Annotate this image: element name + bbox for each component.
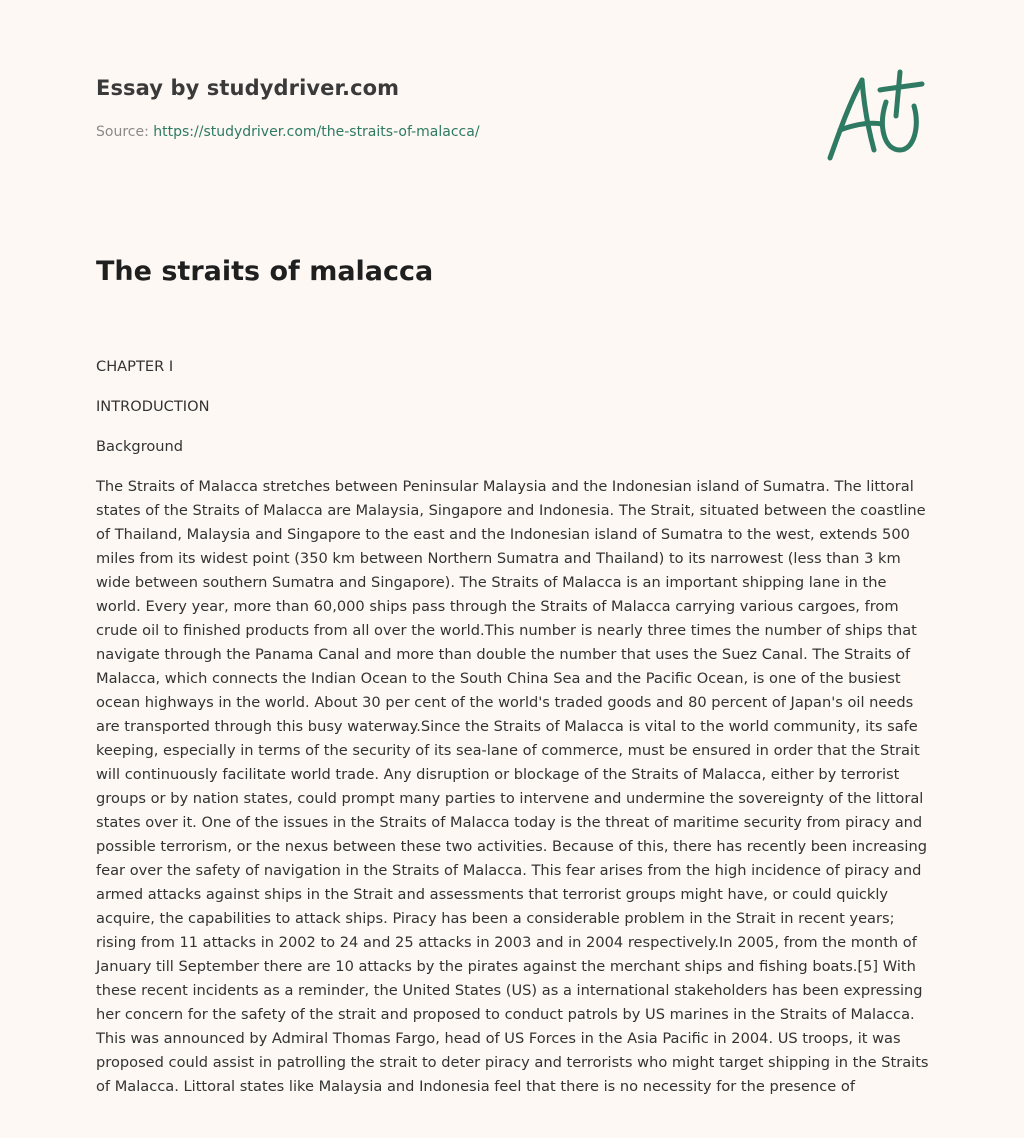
essay-content [96,355,932,1115]
site-name: Essay by studydriver.com [96,76,400,100]
source-link[interactable]: https://studydriver.com/the-straits-of-malacca/ [153,124,480,140]
source-label: Source: [96,124,154,140]
essay-title: The straits of malacca [96,256,434,287]
section-heading: INTRODUCTION [96,398,210,415]
a-plus-logo-icon [818,66,930,166]
subsection-heading: Background [96,438,184,455]
body-paragraph: The Straits of Malacca stretches between Peninsular Malaysia and the Indonesian island of Sumatra. The littoral states of the Straits of Malacca are Malaysia, Singapore and Indonesia. The Strait, situated between the coastline of Thailand, Malaysia and Singapore to the east and the Indonesian island of Sumatra to the west, extends 500 miles from its widest point (350 km between Northern Sumatra and Thailand) to its narrowest (less than 3 km wide between southern Sumatra and Singapore). The Straits of Malacca is an important shipping lane in the world. Every year, more than 60,000 ships pass through the Straits of Malacca carrying various cargoes, from crude oil to finished products from all over the world.This number is nearly three times the number of ships that navigate through the Panama Canal and more than double the number that uses the Suez Canal. The Straits of Malacca, which connects the Indian Ocean to the South China Sea and the Pacific Ocean, is one of the busiest ocean highways in the world. About 30 per cent of the world's traded goods and 80 percent of Japan's oil needs are transported through this busy waterway.Since the Straits of Malacca is vital to the world community, its safe keeping, especially in terms of the security of its sea-lane of commerce, must be ensured in order that the Strait will continuously facilitate world trade. Any disruption or blockage of the Straits of Malacca, either by terrorist groups or by nation states, could prompt many parties to intervene and undermine the sovereignty of the littoral states over it. One of the issues in the Straits of Malacca today is the threat of maritime security from piracy and possible terrorism, or the nexus between these two activities. Because of this, there has recently been increasing fear over the safety of navigation in the Straits of Malacca. This fear arises from the high incidence of piracy and armed attacks against ships in the Strait and assessments that terrorist groups might have, or could quickly acquire, the capabilities to attack ships. Piracy has been a considerable problem in the Strait in recent years; rising from 11 attacks in 2002 to 24 and 25 attacks in 2003 and in 2004 respectively.In 2005, from the month of January till September there are 10 attacks by the pirates against the merchant ships and fishing boats.[5] With these recent incidents as a reminder, the United States (US) as a international stakeholders has been expressing her concern for the safety of the strait and proposed to conduct patrols by US marines in the Straits of Malacca. This was announced by Admiral Thomas Fargo, head of US Forces in the Asia Pacific in 2004. US troops, it was proposed could assist in patrolling the strait to deter piracy and terrorists who might target shipping in the Straits of Malacca. Littoral states like Malaysia and Indonesia feel that there is no necessity for the presence of [96,478,929,1095]
source-line [96,124,480,140]
chapter-heading: CHAPTER I [96,358,174,375]
